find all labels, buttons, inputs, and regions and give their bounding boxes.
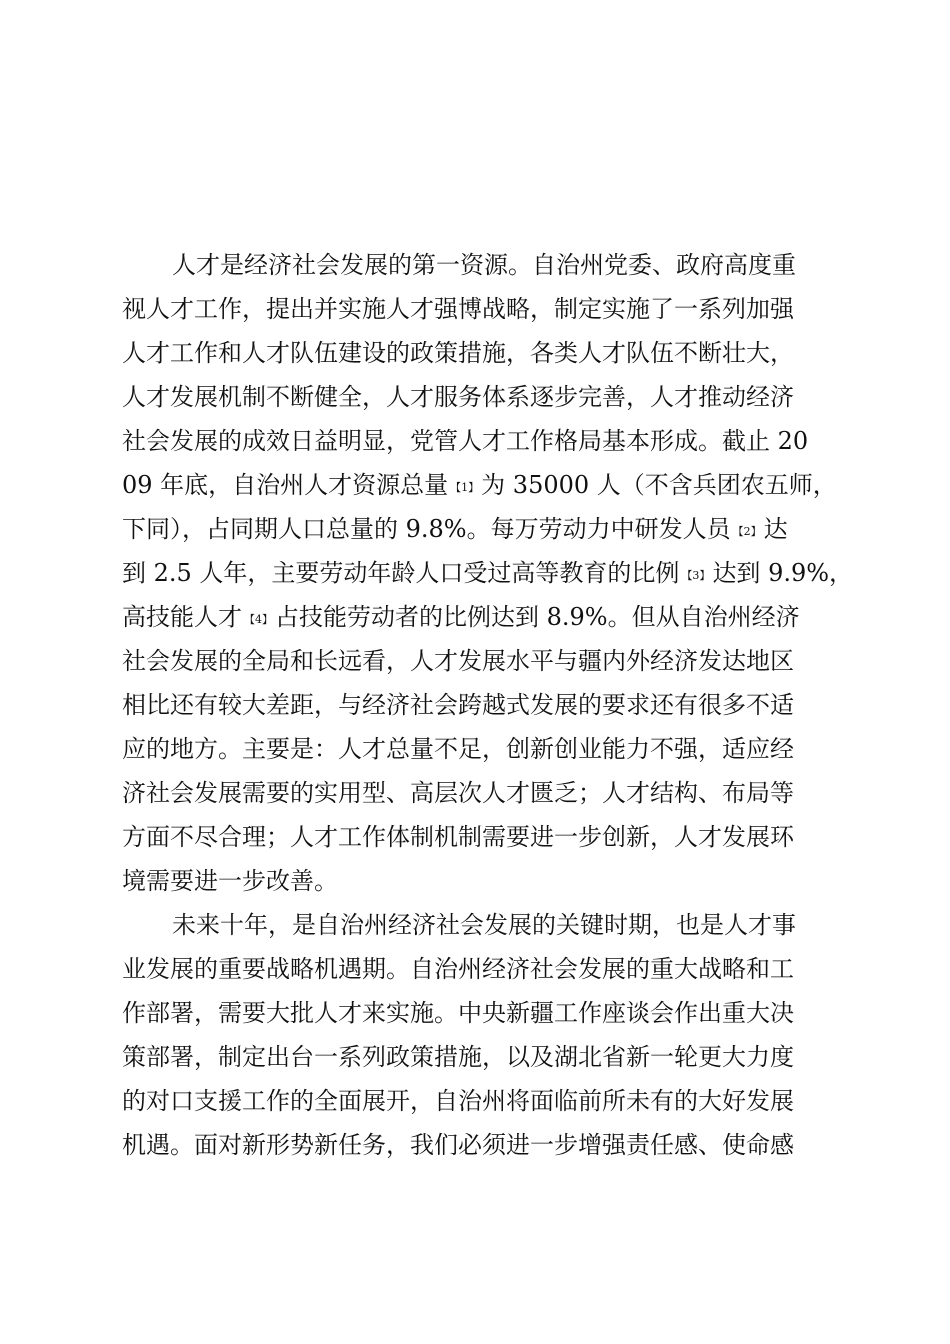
footnote-marker: 【1】 <box>450 481 480 494</box>
text-line <box>122 287 842 331</box>
text-line <box>122 903 842 947</box>
text-line <box>122 639 842 683</box>
paragraph <box>122 903 842 1167</box>
text-segment: 作部署，需要大批人才来实施。中央新疆工作座谈会作出重大决 <box>122 999 794 1027</box>
text-line <box>122 595 842 639</box>
text-segment: 相比还有较大差距，与经济社会跨越式发展的要求还有很多不适 <box>122 691 794 719</box>
text-segment: 未来十年，是自治州经济社会发展的关键时期，也是人才事 <box>172 911 796 939</box>
text-segment: 境需要进一步改善。 <box>122 867 338 895</box>
text-line <box>122 243 842 287</box>
text-segment: 占技能劳动者的比例达到 8.9%。但从自治州经济 <box>275 603 800 631</box>
text-segment: 09 年底，自治州人才资源总量 <box>122 471 449 499</box>
text-line <box>122 991 842 1035</box>
footnote-marker: 【4】 <box>244 613 273 626</box>
text-line <box>122 551 854 595</box>
footnote-marker: 【3】 <box>681 569 711 582</box>
text-line <box>122 419 842 463</box>
text-line <box>122 1123 842 1167</box>
text-segment: 人才是经济社会发展的第一资源。自治州党委、政府高度重 <box>172 251 796 279</box>
text-segment: 人才工作和人才队伍建设的政策措施，各类人才队伍不断壮大， <box>122 339 794 367</box>
text-segment: 人才发展机制不断健全，人才服务体系逐步完善，人才推动经济 <box>122 383 794 411</box>
text-segment: 高技能人才 <box>122 603 242 631</box>
footnote-marker: 【2】 <box>732 525 762 538</box>
text-segment: 视人才工作，提出并实施人才强博战略，制定实施了一系列加强 <box>122 295 794 323</box>
text-line <box>122 331 842 375</box>
text-segment: 应的地方。主要是：人才总量不足，创新创业能力不强，适应经 <box>122 735 794 763</box>
text-segment: 达到 9.9%， <box>712 559 854 587</box>
text-segment: 策部署，制定出台一系列政策措施，以及湖北省新一轮更大力度 <box>122 1043 794 1071</box>
text-segment: 的对口支援工作的全面展开，自治州将面临前所未有的大好发展 <box>122 1087 794 1115</box>
text-segment: 下同），占同期人口总量的 9.8%。每万劳动力中研发人员 <box>122 515 731 543</box>
text-line <box>122 859 842 903</box>
text-segment: 方面不尽合理；人才工作体制机制需要进一步创新，人才发展环 <box>122 823 794 851</box>
text-segment: 到 2.5 人年，主要劳动年龄人口受过高等教育的比例 <box>122 559 680 587</box>
text-segment: 业发展的重要战略机遇期。自治州经济社会发展的重大战略和工 <box>122 955 794 983</box>
text-line <box>122 463 842 507</box>
paragraph <box>122 243 854 903</box>
text-segment: 济社会发展需要的实用型、高层次人才匮乏；人才结构、布局等 <box>122 779 794 807</box>
text-line <box>122 1035 842 1079</box>
text-line <box>122 947 842 991</box>
text-segment: 社会发展的成效日益明显，党管人才工作格局基本形成。截止 20 <box>122 427 809 455</box>
text-line <box>122 1079 842 1123</box>
text-segment: 达 <box>763 515 788 543</box>
text-line <box>122 727 842 771</box>
text-line <box>122 375 842 419</box>
text-segment: 社会发展的全局和长远看，人才发展水平与疆内外经济发达地区 <box>122 647 794 675</box>
text-segment: 机遇。面对新形势新任务，我们必须进一步增强责任感、使命感 <box>122 1131 794 1159</box>
text-line <box>122 771 842 815</box>
text-line <box>122 815 842 859</box>
text-line <box>122 507 842 551</box>
text-segment: 为 35000 人（不含兵团农五师， <box>481 471 837 499</box>
text-line <box>122 683 842 727</box>
body-text <box>122 243 854 1167</box>
